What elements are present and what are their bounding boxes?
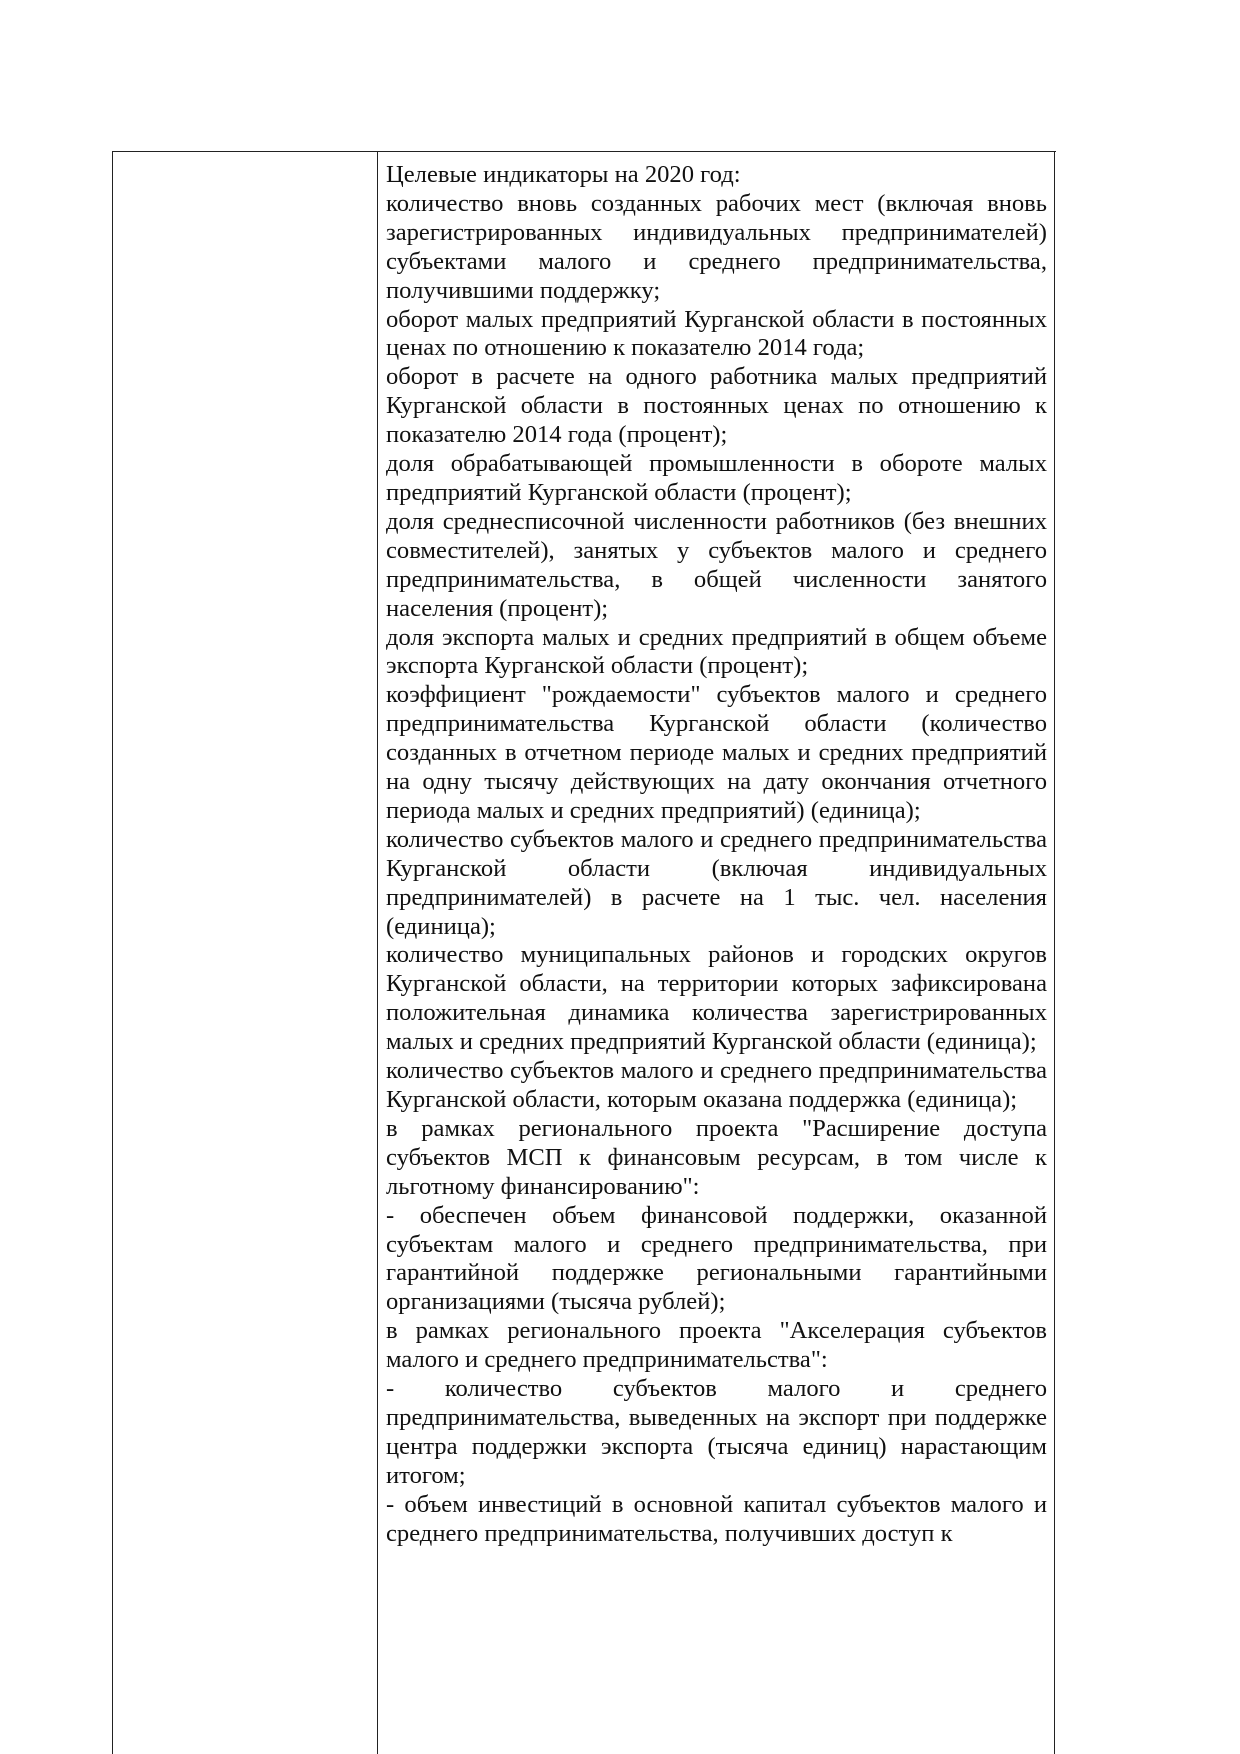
indicator-supported-sme: количество субъектов малого и среднего предпринимательства Курганской области, которым оказана поддержка (единица); bbox=[386, 1057, 1047, 1113]
indicator-new-jobs: количество вновь созданных рабочих мест (включая вновь зарегистрированных индивидуальных предпринимателей) субъектами малого и среднего предпринимательства, получившими поддержку; bbox=[386, 189, 1047, 304]
indicator-guarantee-support: - обеспечен объем финансовой поддержки, оказанной субъектам малого и среднего предпринимательства, при гарантийной поддержке региональными гарантийными организациями (тысяча рублей); bbox=[386, 1201, 1047, 1316]
indicator-export-share: доля экспорта малых и средних предприятий в общем объеме экспорта Курганской области (процент); bbox=[386, 623, 1047, 680]
project-financial-access: в рамках регионального проекта "Расширение доступа субъектов МСП к финансовым ресурсам, в том числе к льготному финансированию": bbox=[386, 1114, 1047, 1200]
indicators-heading: Целевые индикаторы на 2020 год: bbox=[386, 161, 741, 188]
indicator-export-support: - количество субъектов малого и среднего предпринимательства, выведенных на экспорт при поддержке центра поддержки экспорта (тысяча единиц) нарастающим итогом; bbox=[386, 1375, 1047, 1489]
indicator-manufacturing-share: доля обрабатывающей промышленности в обороте малых предприятий Курганской области (процент); bbox=[386, 450, 1047, 506]
indicator-birth-rate: коэффициент "рождаемости" субъектов малого и среднего предпринимательства Курганской области (количество созданных в отчетном периоде малых и средних предприятий на одну тысячу действующих на дату окончания отчетного периода малых и средних предприятий) (единица); bbox=[386, 681, 1047, 824]
project-acceleration: в рамках регионального проекта "Акселерация субъектов малого и среднего предпринимательства": bbox=[386, 1317, 1047, 1374]
indicator-sme-per-thousand: количество субъектов малого и среднего предпринимательства Курганской области (включая индивидуальных предпринимателей) в расчете на 1 тыс. чел. населения (единица); bbox=[386, 825, 1047, 940]
indicator-municipalities-growth: количество муниципальных районов и городских округов Курганской области, на территории которых зафиксирована положительная динамика количества зарегистрированных малых и средних предприятий Курганской области (единица); bbox=[386, 941, 1047, 1056]
indicator-investment: - объем инвестиций в основной капитал субъектов малого и среднего предпринимательства, получивших доступ к bbox=[386, 1490, 1047, 1547]
table-left-border bbox=[112, 152, 113, 1754]
table-column-divider bbox=[377, 152, 378, 1754]
indicator-turnover-per-employee: оборот в расчете на одного работника малых предприятий Курганской области в постоянных ценах по отношению к показателю 2014 года (процент); bbox=[386, 363, 1047, 449]
indicator-small-business-turnover: оборот малых предприятий Курганской области в постоянных ценах по отношению к показателю 2014 года; bbox=[386, 305, 1047, 362]
indicators-cell bbox=[386, 161, 1047, 1549]
table-right-border bbox=[1054, 152, 1055, 1754]
indicator-employment-share: доля среднесписочной численности работников (без внешних совместителей), занятых у субъектов малого и среднего предпринимательства, в общей численности занятого населения (процент); bbox=[386, 507, 1047, 622]
